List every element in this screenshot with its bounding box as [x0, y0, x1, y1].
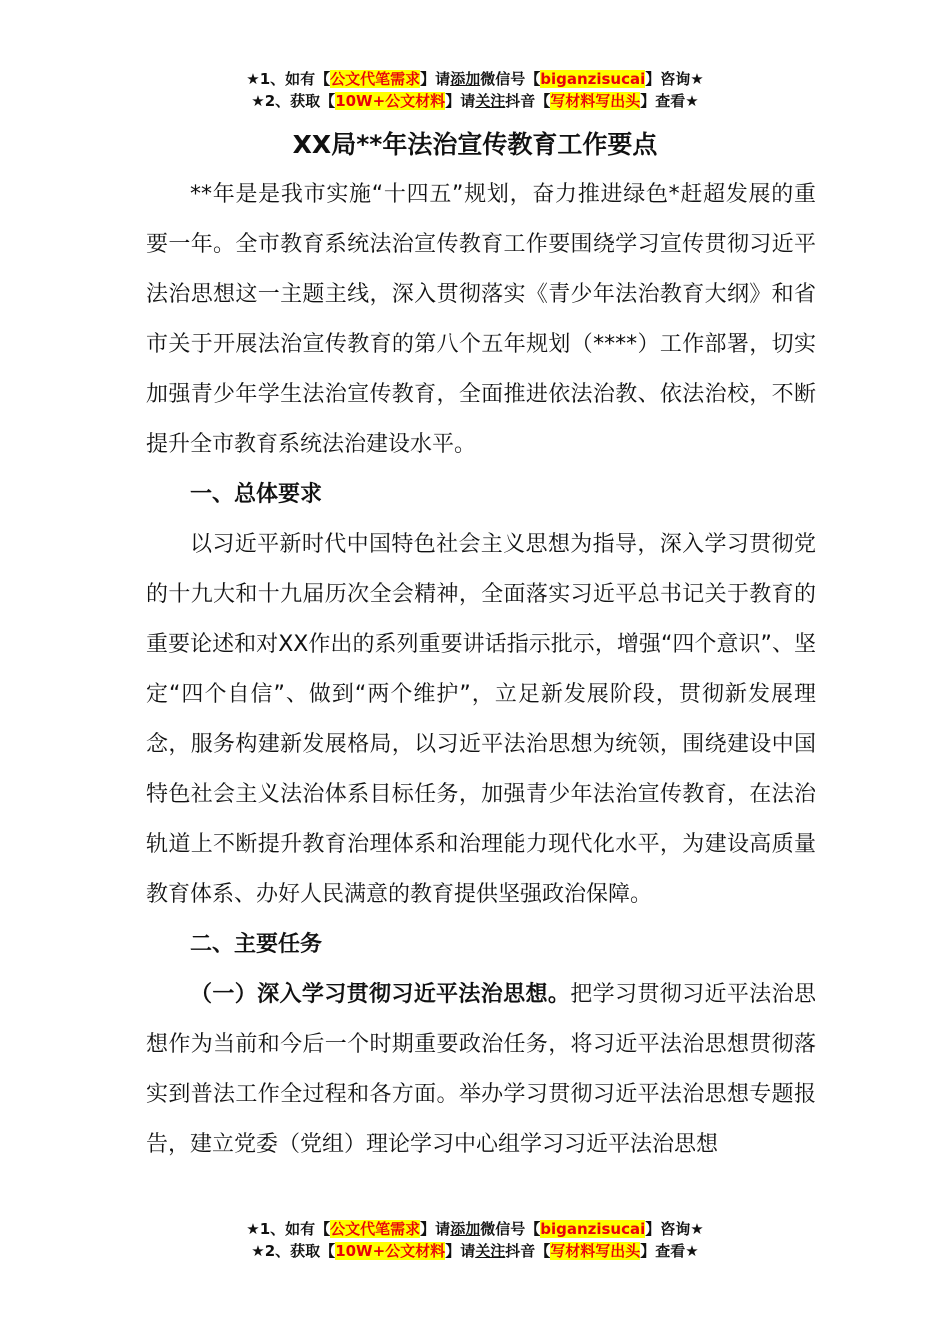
document-body: [146, 170, 816, 1170]
promo-underline: 添加: [450, 1220, 481, 1238]
promo-text: ★2、获取【: [251, 1242, 336, 1260]
promo-text: 】查看★: [640, 92, 699, 110]
promo-text: 】请: [445, 92, 476, 110]
promo-text: ★2、获取【: [251, 92, 336, 110]
section-heading-general-requirements: 一、总体要求: [190, 482, 323, 507]
promo-highlight: 写材料写出头: [550, 1242, 641, 1260]
task-item-paragraph: [146, 970, 816, 1170]
promo-highlight: biganzisucai: [540, 1220, 646, 1238]
promo-text: 】请: [445, 1242, 476, 1260]
task-item-lead: （一）深入学习贯彻习近平法治思想。: [190, 982, 571, 1007]
section-paragraph-general-requirements: 以习近平新时代中国特色社会主义思想为指导，深入学习贯彻党的十九大和十九届历次全会精神，全面落实习近平总书记关于教育的重要论述和对XX作出的系列重要讲话指示批示，增强“四个意识”、坚定“四个自信”、做到“两个维护”，立足新发展阶段，贯彻新发展理念，服务构建新发展格局，以习近平法治思想为统领，围绕建设中国特色社会主义法治体系目标任务，加强青少年法治宣传教育，在法治轨道上不断提升教育治理体系和治理能力现代化水平，为建设高质量教育体系、办好人民满意的教育提供坚强政治保障。: [146, 532, 816, 907]
promo-highlight: 10W+公文材料: [335, 92, 446, 110]
promo-underline: 关注: [475, 1242, 506, 1260]
promo-banner-bottom: [0, 1218, 950, 1262]
document-title: XX局**年法治宣传教育工作要点: [292, 130, 658, 159]
promo-text: ★1、如有【: [246, 1220, 331, 1238]
task-item-text: 把学习贯彻习近平法治思想作为当前和今后一个时期重要政治任务，将习近平法治思想贯彻落实到普法工作全过程和各方面。举办学习贯彻习近平法治思想专题报告，建立党委（党组）理论学习中心组学习习近平法治思想: [146, 982, 816, 1157]
promo-line-1: [0, 68, 950, 90]
promo-text: 】咨询★: [645, 1220, 704, 1238]
promo-highlight: 10W+公文材料: [335, 1242, 446, 1260]
promo-text: 微信号【: [480, 1220, 541, 1238]
promo-highlight: biganzisucai: [540, 70, 646, 88]
intro-paragraph: **年是是我市实施“十四五”规划，奋力推进绿色*赶超发展的重要一年。全市教育系统法治宣传教育工作要围绕学习宣传贯彻习近平法治思想这一主题主线，深入贯彻落实《青少年法治教育大纲》和省市关于开展法治宣传教育的第八个五年规划（****）工作部署，切实加强青少年学生法治宣传教育，全面推进依法治教、依法治校，不断提升全市教育系统法治建设水平。: [146, 182, 816, 457]
promo-banner-top: [0, 68, 950, 112]
promo-text: 】查看★: [640, 1242, 699, 1260]
promo-underline: 关注: [475, 92, 506, 110]
promo-text: ★1、如有【: [246, 70, 331, 88]
promo-line-1: [0, 1218, 950, 1240]
promo-highlight: 公文代笔需求: [330, 1220, 421, 1238]
promo-text: 】请: [420, 70, 451, 88]
promo-highlight: 写材料写出头: [550, 92, 641, 110]
promo-text: 微信号【: [480, 70, 541, 88]
promo-text: 抖音【: [505, 92, 551, 110]
promo-underline: 添加: [450, 70, 481, 88]
promo-highlight: 公文代笔需求: [330, 70, 421, 88]
promo-line-2: [0, 90, 950, 112]
promo-text: 抖音【: [505, 1242, 551, 1260]
promo-text: 】咨询★: [645, 70, 704, 88]
promo-text: 】请: [420, 1220, 451, 1238]
section-heading-main-tasks: 二、主要任务: [190, 932, 323, 957]
promo-line-2: [0, 1240, 950, 1262]
